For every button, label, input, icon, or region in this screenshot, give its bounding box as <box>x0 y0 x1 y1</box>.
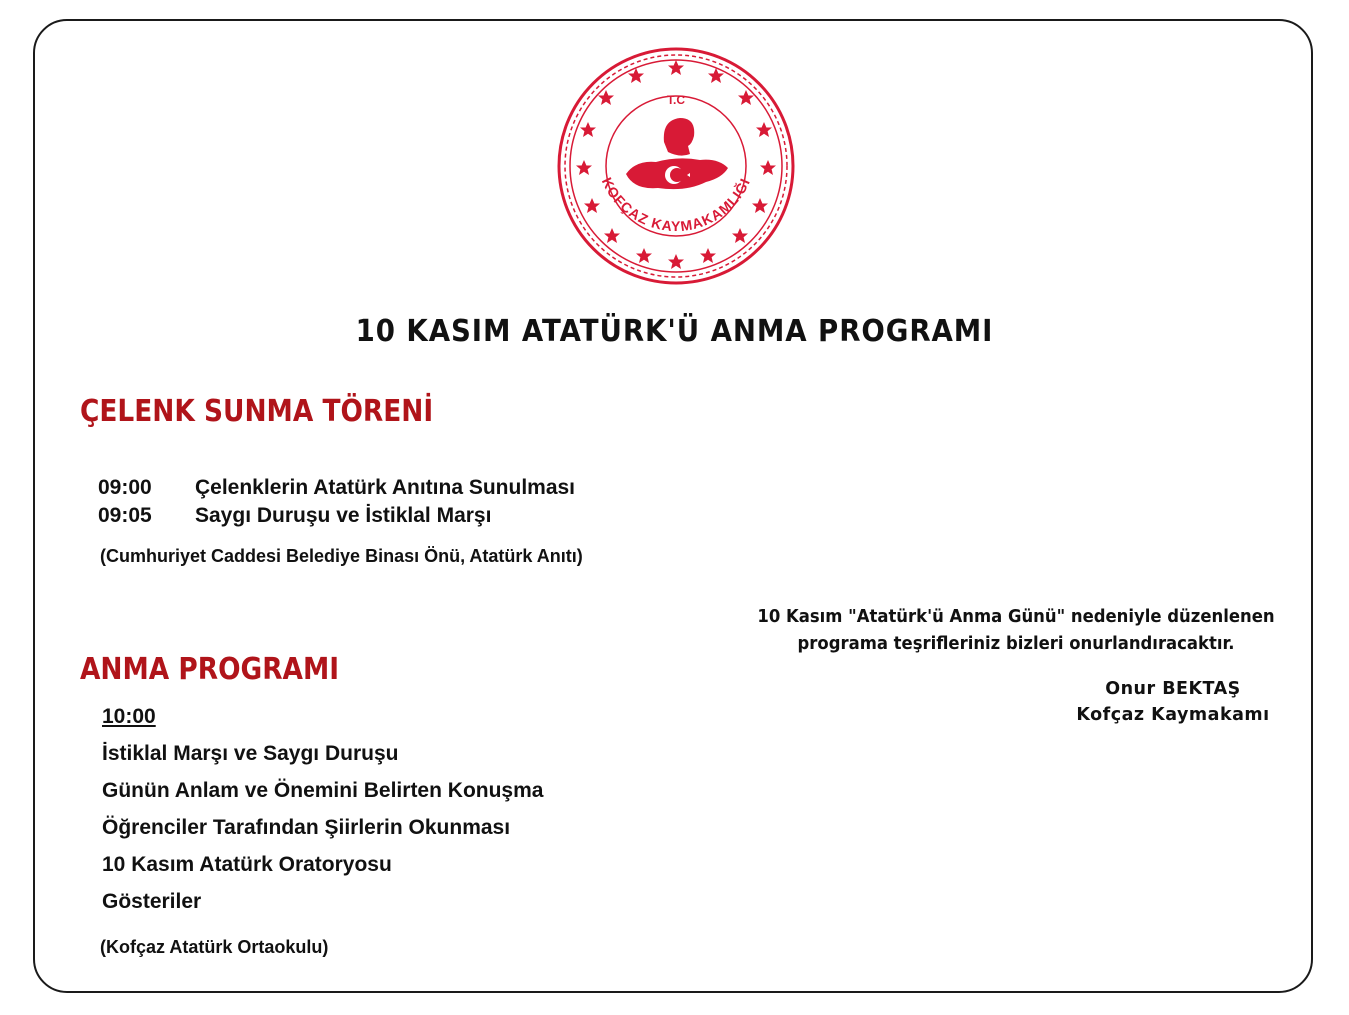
celenk-location: (Cumhuriyet Caddesi Belediye Binası Önü, Atatürk Anıtı) <box>100 546 583 566</box>
schedule-time: 09:05 <box>98 504 152 527</box>
anma-heading: ANMA PROGRAMI <box>80 652 340 687</box>
seal-ring-text: KOFÇAZ KAYMAKAMLIĞI <box>598 174 754 235</box>
schedule-label: Çelenklerin Atatürk Anıtına Sunulması <box>195 476 576 499</box>
anma-location: (Kofçaz Atatürk Ortaokulu) <box>100 937 329 957</box>
invitation-line: 10 Kasım "Atatürk'ü Anma Günü" nedeniyle düzenlenen <box>757 607 1275 627</box>
list-item: Günün Anlam ve Önemini Belirten Konuşma <box>102 779 544 802</box>
page-title: 10 KASIM ATATÜRK'Ü ANMA PROGRAMI <box>355 314 994 349</box>
list-item: İstiklal Marşı ve Saygı Duruşu <box>102 742 399 765</box>
kaymakamlik-seal-logo <box>556 46 796 286</box>
invitation-line: programa teşrifleriniz bizleri onurlandıracaktır. <box>797 634 1235 654</box>
signer-title: Kofçaz Kaymakamı <box>1076 705 1270 725</box>
invitation-text <box>747 604 1285 658</box>
schedule-label: Saygı Duruşu ve İstiklal Marşı <box>195 504 492 527</box>
signer-name: Onur BEKTAŞ <box>1105 679 1241 699</box>
schedule-row <box>98 502 575 530</box>
list-item: Gösteriler <box>102 890 202 913</box>
list-item: 10 Kasım Atatürk Oratoryosu <box>102 853 392 876</box>
celenk-schedule <box>98 474 575 530</box>
schedule-row <box>98 474 575 502</box>
anma-items <box>102 738 543 923</box>
seal-top-text: T.C <box>667 93 685 107</box>
anma-time: 10:00 <box>102 705 156 728</box>
schedule-time: 09:00 <box>98 476 152 499</box>
signature-block <box>1040 676 1306 728</box>
celenk-heading: ÇELENK SUNMA TÖRENİ <box>80 394 434 429</box>
list-item: Öğrenciler Tarafından Şiirlerin Okunması <box>102 816 511 839</box>
